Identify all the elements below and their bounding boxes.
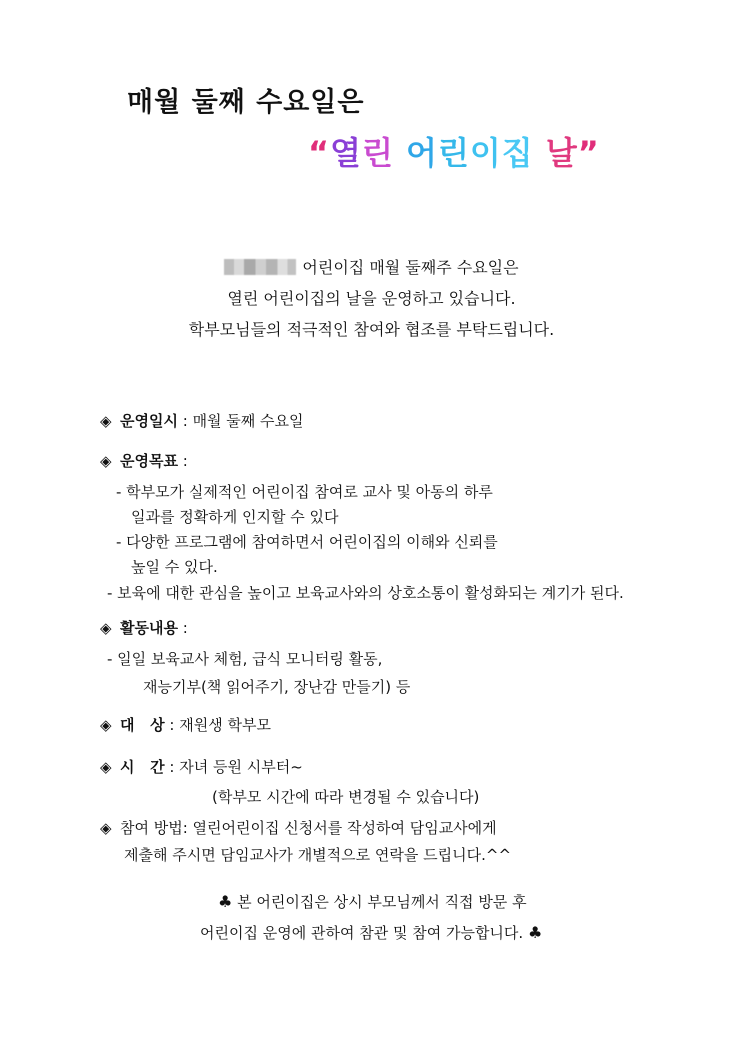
title-char: 린 <box>437 134 470 172</box>
blurred-name <box>224 259 296 275</box>
open-quote: “ <box>308 134 331 172</box>
page-subtitle <box>308 128 600 174</box>
section-value: 매월 둘째 수요일 <box>192 412 304 430</box>
section-colon: : <box>177 619 188 637</box>
intro-text: 어린이집 매월 둘째주 수요일은 <box>302 258 519 277</box>
footer-text: 어린이집 운영에 관하여 참관 및 참여 가능합니다. <box>200 924 524 942</box>
footer-text: 본 어린이집은 상시 부모님께서 직접 방문 후 <box>237 893 527 911</box>
club-icon: ♣ <box>527 923 543 942</box>
section-method <box>100 817 497 838</box>
section-time <box>100 756 303 777</box>
method-line: 제출해 주시면 담임교사가 개별적으로 연락을 드립니다.^^ <box>124 846 512 864</box>
goal-line: - 다양한 프로그램에 참여하면서 어린이집의 이해와 신뢰를 <box>116 533 498 551</box>
section-label: 활동내용 <box>120 619 178 637</box>
page-title: 매월 둘째 수요일은 <box>127 87 365 118</box>
title-char: 이 <box>469 134 502 172</box>
intro-line-3: 학부모님들의 적극적인 참여와 협조를 부탁드립니다. <box>188 320 555 339</box>
footer-line-2 <box>200 922 542 943</box>
section-target <box>100 714 271 735</box>
goal-line: 일과를 정확하게 인지할 수 있다 <box>131 508 339 526</box>
club-icon: ♣ <box>218 892 233 911</box>
section-activities <box>100 617 188 638</box>
section-colon: : <box>164 716 180 734</box>
method-line: 참여 방법: 열린어린이집 신청서를 작성하여 담임교사에게 <box>120 819 497 837</box>
diamond-bullet-icon: ◈ <box>100 716 112 734</box>
goal-line: - 보육에 대한 관심을 높이고 보육교사와의 상호소통이 활성화되는 계기가 된다. <box>107 584 624 602</box>
activity-line: - 일일 보육교사 체험, 급식 모니터링 활동, <box>107 650 383 668</box>
time-note: (학부모 시간에 따라 변경될 수 있습니다) <box>212 788 480 806</box>
diamond-bullet-icon: ◈ <box>100 619 112 637</box>
section-label: 운영목표 <box>120 452 178 470</box>
section-label: 시 간 <box>120 758 165 776</box>
diamond-bullet-icon: ◈ <box>100 412 112 430</box>
title-char: 어 <box>406 134 438 172</box>
title-char: 날 <box>545 134 578 172</box>
intro-line-2: 열린 어린이집의 날을 운영하고 있습니다. <box>227 289 516 308</box>
section-label: 대 상 <box>120 716 165 734</box>
title-char <box>534 134 546 172</box>
section-colon: : <box>177 412 193 430</box>
section-value: 재원생 학부모 <box>179 716 271 734</box>
section-label: 운영일시 <box>120 412 178 430</box>
diamond-bullet-icon: ◈ <box>100 758 112 776</box>
title-char: 린 <box>361 134 394 172</box>
section-colon: : <box>177 452 188 470</box>
activity-line: 재능기부(책 읽어주기, 장난감 만들기) 등 <box>143 678 411 696</box>
title-char: 집 <box>501 134 534 172</box>
goal-line: - 학부모가 실제적인 어린이집 참여로 교사 및 아동의 하루 <box>116 483 493 501</box>
intro-line-1 <box>0 252 743 284</box>
section-value: 자녀 등원 시부터~ <box>179 758 303 776</box>
section-schedule <box>100 410 304 431</box>
section-goals <box>100 450 188 471</box>
goal-line: 높일 수 있다. <box>131 558 218 576</box>
title-char <box>394 134 406 172</box>
title-char: 열 <box>330 134 362 172</box>
footer-line-1 <box>218 891 527 912</box>
section-colon: : <box>164 758 180 776</box>
close-quote: ” <box>577 134 600 172</box>
diamond-bullet-icon: ◈ <box>100 819 112 837</box>
diamond-bullet-icon: ◈ <box>100 452 112 470</box>
